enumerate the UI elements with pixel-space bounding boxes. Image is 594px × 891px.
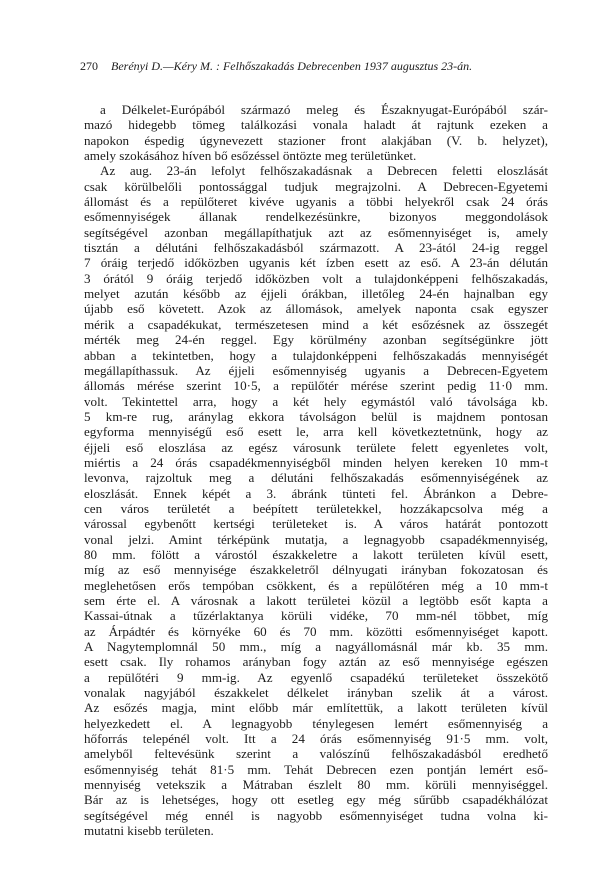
text-line: melyet azután később az éjjeli órákban, illetőleg 24-én hajnalban egy [84,286,548,302]
page-number: 270 [80,59,98,73]
text-line: napokon éspedig úgynevezett stazioner front alakjában (V. b. helyzet), [84,132,548,148]
text-line: mazó hidegebb tömeg találkozási vonala haladt át rajtunk ezeken a [84,117,548,133]
running-head [80,57,546,75]
text-line: Kassai-útnak a tűzérlaktanya körüli vidéke, 70 mm-nél többet, míg [84,608,548,624]
text-line: az Árpádtér és környéke 60 és 70 mm. közötti esőmennyiséget kapott. [84,623,548,639]
text-line: amely szokásához híven bő esőzéssel öntözte meg területünket. [84,148,417,164]
text-line: tisztán a délutáni felhőszakadásból származott. A 23-ától 24-ig reggel [84,240,548,256]
text-line: miértis a 24 órás csapadékmennyiségből minden helyen kereken 10 mm-t [84,454,548,470]
text-line: segítségével még ennél is nagyobb esőmennyiséget tudna volna ki- [84,807,548,823]
text-line: abban a tekintetben, hogy a tulajdonképpeni felhőszakadás mennyiségét [84,347,548,363]
text-line: 3 órától 9 óráig terjedő időközben volt a tulajdonképpeni felhőszakadás, [84,270,548,286]
text-line: 80 mm. fölött a várostól északkeletre a lakott területen kívül esett, [84,546,548,562]
running-title: Berényi D.—Kéry M. : Felhőszakadás Debrecenben 1937 augusztus 23-án. [111,59,473,73]
text-line: a repülőtéri 9 mm-ig. Az egyenlő csapadékú területeket összekötő [84,669,548,685]
text-line: volt. Tekintettel arra, hogy a két hely egymástól való távolsága kb. [84,393,548,409]
text-line: Bár az is lehetséges, hogy ott esetleg egy még sűrűbb csapadékhálózat [84,792,548,808]
text-line: 5 km-re rug, aránylag ekkora távolságon belül is majdnem pontosan [84,408,548,424]
text-line: levonva, rajzoltuk meg a délutáni felhőszakadás esőmennyiségének az [84,470,548,486]
text-line: amelyből feltevésünk szerint a valószínű felhőszakadásból eredhető [84,746,548,762]
text-line: mérték meg 24-én reggel. Egy körülmény azonban segítségünkre jött [84,332,548,348]
text-line: Az aug. 23-án lefolyt felhőszakadásnak a Debrecen feletti eloszlását [100,163,548,179]
text-line: mérik a csapadékukat, természetesen mind a két esőzésnek az összegét [84,316,548,332]
text-line: sem érte el. A városnak a lakott területei közül a legtöbb esőt kapta a [84,593,548,608]
text-line: mennyiség vetekszik a Mátraban észlelt 80 mm. körüli mennyiséggel. [84,777,548,793]
text-line: egyforma mennyiségű eső esett le, arra kell következtetnünk, hogy az [84,424,548,440]
text-line: 7 óráig terjedő időközben ugyanis két ízben esett az eső. A 23-án délután [84,255,548,271]
text-line: míg az eső mennyisége északkeletről délnyugati irányban fokozatosan és [84,562,548,578]
text-line: vonalak nagyjából északkelet délkelet irányban szelik át a várost. [84,685,548,701]
text-line: esőmennyiségek állanak rendelkezésünkre, bizonyos meggondolások [84,209,548,225]
text-line: esett csak. Ily rohamos arányban fogy aztán az eső mennyisége egészen [84,654,548,670]
text-line: éjjeli eső eloszlása az egész városunk területe felett egyenletes volt, [84,439,548,455]
text-line: várossal egybenőtt kertségi területeket is. A város határát pontozott [84,516,548,532]
text-line: állomás mérése szerint 10·5, a repülőtér mérése szerint pedig 11·0 mm. [84,378,548,394]
text-line: megállapíthassuk. Az éjjeli esőmennyiség ugyanis a Debrecen-Egyetem [84,362,548,378]
text-line: mutatni kisebb területen. [84,823,214,839]
text-line: hőforrás telepénél volt. Itt a 24 órás esőmennyiség 91·5 mm. volt, [84,731,548,747]
text-line: újabb eső követett. Azok az állomások, amelyek naponta csak egyszer [84,301,548,317]
body-text [84,102,548,839]
text-line: a Délkelet-Európából származó meleg és Északnyugat-Európából szár- [100,102,548,117]
text-line: esőmennyiség tehát 81·5 mm. Tehát Debrecen ezen pontján lemért eső- [84,761,548,777]
text-line: állomást és a repülőteret kivéve ugyanis a többi helyekről csak 24 órás [84,194,548,210]
text-line: csak körülbelőli pontossággal tudjuk megrajzolni. A Debrecen-Egyetemi [84,178,548,194]
text-line: meglehetősen erős tempóban csökkent, és a repülőtéren még a 10 mm-t [84,577,548,593]
text-line: cen város területét a beépített területekkel, hozzákapcsolva még a [84,500,548,516]
text-line: Az esőzés magja, mint előbb már említettük, a lakott területen kívül [84,700,548,716]
text-line: vonal jelzi. Amint térképünk mutatja, a legnagyobb csapadékmennyiség, [84,531,548,547]
text-line: eloszlását. Ennek képét a 3. ábránk tünteti fel. Ábránkon a Debre- [84,485,548,501]
text-line: helyezkedett el. A legnagyobb ténylegesen lemért esőmennyiség a [84,715,548,731]
text-line: segítségével azonban megállapíthatjuk azt az esőmennyiséget is, amely [84,224,548,240]
text-line: A Nagytemplomnál 50 mm., míg a nagyállomásnál már kb. 35 mm. [84,639,548,655]
